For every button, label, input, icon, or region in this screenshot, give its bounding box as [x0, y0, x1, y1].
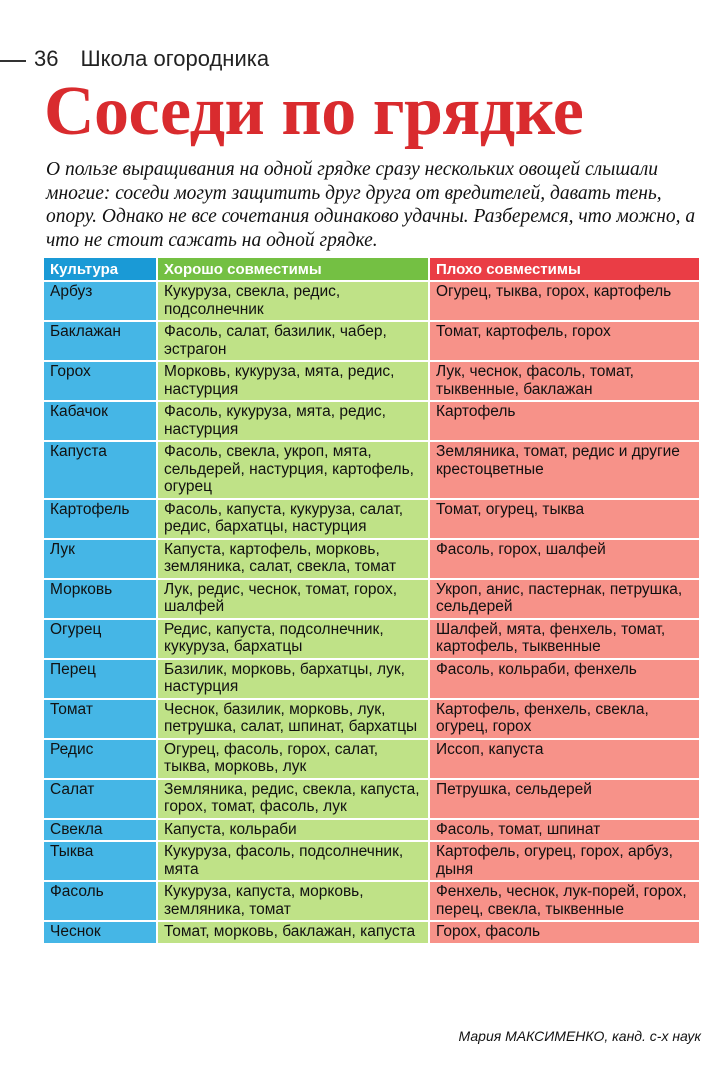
table-row — [44, 361, 699, 401]
good-cell: Фасоль, свекла, укроп, мята, сельдерей, настурция, картофель, огурец — [157, 441, 429, 499]
table-row — [44, 841, 699, 881]
table-row — [44, 499, 699, 539]
table-row — [44, 881, 699, 921]
good-cell: Фасоль, кукуруза, мята, редис, настурция — [157, 401, 429, 441]
good-cell: Земляника, редис, свекла, капуста, горох, томат, фасоль, лук — [157, 779, 429, 819]
bad-cell: Томат, картофель, горох — [429, 321, 699, 361]
good-cell: Кукуруза, свекла, редис, подсолнечник — [157, 281, 429, 321]
table-row — [44, 281, 699, 321]
good-cell: Томат, морковь, баклажан, капуста — [157, 921, 429, 943]
culture-cell: Редис — [44, 739, 157, 779]
bad-cell: Лук, чеснок, фасоль, томат, тыквенные, баклажан — [429, 361, 699, 401]
author-credit: Мария МАКСИМЕНКО, канд. с-х наук — [458, 1028, 701, 1044]
culture-cell: Огурец — [44, 619, 157, 659]
good-cell: Фасоль, капуста, кукуруза, салат, редис, бархатцы, настурция — [157, 499, 429, 539]
table-row — [44, 699, 699, 739]
bad-cell: Петрушка, сельдерей — [429, 779, 699, 819]
bad-cell: Картофель, огурец, горох, арбуз, дыня — [429, 841, 699, 881]
culture-cell: Тыква — [44, 841, 157, 881]
bad-cell: Томат, огурец, тыква — [429, 499, 699, 539]
culture-cell: Фасоль — [44, 881, 157, 921]
bad-cell: Шалфей, мята, фенхель, томат, картофель, тыквенные — [429, 619, 699, 659]
table-row — [44, 739, 699, 779]
header-culture: Культура — [44, 258, 157, 281]
table-row — [44, 441, 699, 499]
good-cell: Кукуруза, фасоль, подсолнечник, мята — [157, 841, 429, 881]
good-cell: Фасоль, салат, базилик, чабер, эстрагон — [157, 321, 429, 361]
table-row — [44, 401, 699, 441]
intro-paragraph: О пользе выращивания на одной грядке сразу нескольких овощей слышали многие: соседи могут защитить друг друга от вредителей, давать тень, опору. Однако не все сочетания одинаково удачны. Разберемся, что можно, а что не стоит сажать на одной грядке. — [46, 159, 696, 251]
table-row — [44, 921, 699, 943]
page-number: 36 — [34, 46, 59, 71]
table-row — [44, 779, 699, 819]
table-row — [44, 819, 699, 842]
good-cell: Капуста, картофель, морковь, земляника, салат, свекла, томат — [157, 539, 429, 579]
bad-cell: Фасоль, кольраби, фенхель — [429, 659, 699, 699]
good-cell: Лук, редис, чеснок, томат, горох, шалфей — [157, 579, 429, 619]
bad-cell: Земляника, томат, редис и другие крестоцветные — [429, 441, 699, 499]
bad-cell: Огурец, тыква, горох, картофель — [429, 281, 699, 321]
bad-cell: Картофель — [429, 401, 699, 441]
good-cell: Базилик, морковь, бархатцы, лук, настурция — [157, 659, 429, 699]
header-rule — [0, 60, 26, 62]
good-cell: Чеснок, базилик, морковь, лук, петрушка, салат, шпинат, бархатцы — [157, 699, 429, 739]
culture-cell: Баклажан — [44, 321, 157, 361]
culture-cell: Перец — [44, 659, 157, 699]
section-title: Школа огородника — [80, 46, 270, 71]
bad-cell: Фенхель, чеснок, лук-порей, горох, перец, свекла, тыквенные — [429, 881, 699, 921]
page-header — [34, 46, 269, 72]
culture-cell: Томат — [44, 699, 157, 739]
table-row — [44, 539, 699, 579]
culture-cell: Горох — [44, 361, 157, 401]
header-good: Хорошо совместимы — [157, 258, 429, 281]
culture-cell: Лук — [44, 539, 157, 579]
bad-cell: Картофель, фенхель, свекла, огурец, горох — [429, 699, 699, 739]
table-header-row — [44, 258, 699, 281]
page-title: Соседи по грядке — [44, 73, 584, 150]
table-row — [44, 579, 699, 619]
culture-cell: Чеснок — [44, 921, 157, 943]
bad-cell: Укроп, анис, пастернак, петрушка, сельдерей — [429, 579, 699, 619]
culture-cell: Арбуз — [44, 281, 157, 321]
table-row — [44, 659, 699, 699]
table-row — [44, 321, 699, 361]
bad-cell: Фасоль, томат, шпинат — [429, 819, 699, 842]
culture-cell: Картофель — [44, 499, 157, 539]
culture-cell: Капуста — [44, 441, 157, 499]
compatibility-table — [44, 258, 699, 943]
good-cell: Кукуруза, капуста, морковь, земляника, томат — [157, 881, 429, 921]
header-bad: Плохо совместимы — [429, 258, 699, 281]
good-cell: Капуста, кольраби — [157, 819, 429, 842]
bad-cell: Фасоль, горох, шалфей — [429, 539, 699, 579]
culture-cell: Кабачок — [44, 401, 157, 441]
good-cell: Редис, капуста, подсолнечник, кукуруза, бархатцы — [157, 619, 429, 659]
table-row — [44, 619, 699, 659]
bad-cell: Иссоп, капуста — [429, 739, 699, 779]
culture-cell: Салат — [44, 779, 157, 819]
good-cell: Огурец, фасоль, горох, салат, тыква, морковь, лук — [157, 739, 429, 779]
bad-cell: Горох, фасоль — [429, 921, 699, 943]
good-cell: Морковь, кукуруза, мята, редис, настурция — [157, 361, 429, 401]
culture-cell: Свекла — [44, 819, 157, 842]
culture-cell: Морковь — [44, 579, 157, 619]
